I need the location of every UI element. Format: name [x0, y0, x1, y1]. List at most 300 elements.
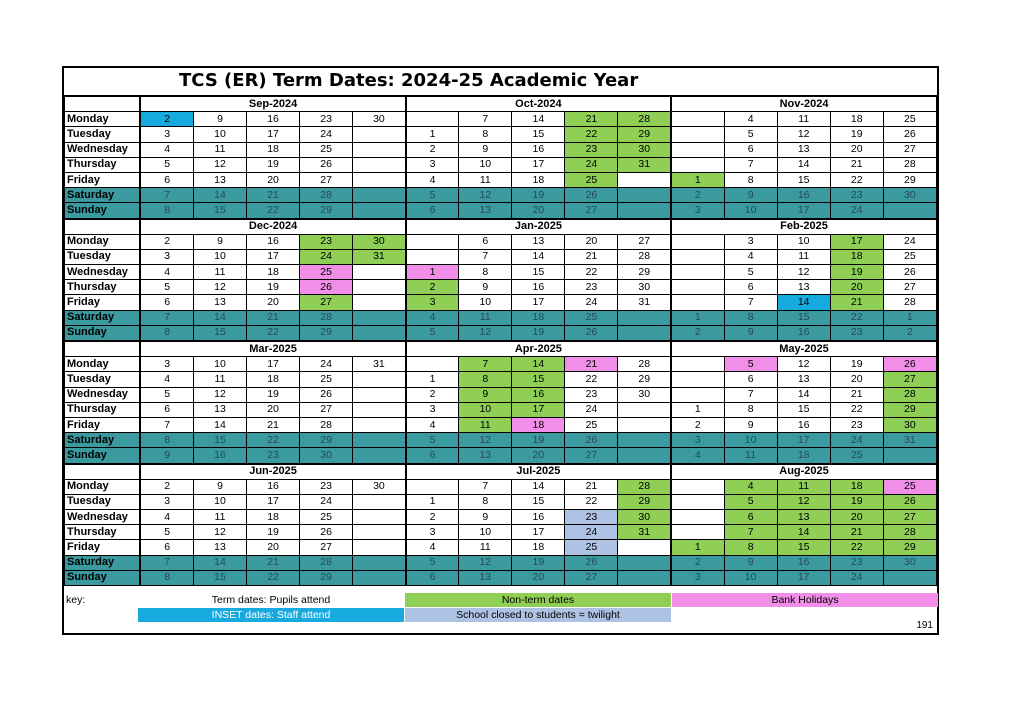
date-cell: 26	[883, 265, 936, 280]
date-cell: 8	[459, 372, 512, 387]
header-corner	[65, 341, 141, 357]
date-cell: 19	[247, 157, 300, 172]
date-cell: 28	[618, 479, 671, 494]
date-cell: 13	[193, 540, 246, 555]
legend	[64, 593, 937, 621]
date-cell: 13	[193, 402, 246, 417]
date-cell: 12	[777, 265, 830, 280]
date-cell: 18	[247, 510, 300, 525]
month-header: Mar-2025	[140, 341, 405, 357]
date-cell: 28	[300, 417, 353, 432]
date-cell: 8	[459, 494, 512, 509]
date-cell	[671, 479, 724, 494]
date-cell: 4	[724, 112, 777, 127]
date-cell: 19	[512, 555, 565, 570]
date-cell: 8	[140, 570, 193, 585]
date-cell: 25	[883, 479, 936, 494]
date-cell: 3	[406, 402, 459, 417]
date-cell: 6	[140, 540, 193, 555]
date-cell	[353, 570, 406, 585]
date-cell: 22	[830, 540, 883, 555]
day-label: Monday	[65, 479, 141, 494]
date-cell: 21	[565, 112, 618, 127]
date-cell: 23	[300, 234, 353, 249]
date-cell	[353, 188, 406, 203]
date-cell: 21	[830, 387, 883, 402]
date-cell: 22	[565, 265, 618, 280]
date-cell: 17	[247, 249, 300, 264]
date-cell: 24	[300, 494, 353, 509]
date-cell	[353, 417, 406, 432]
date-cell: 15	[193, 325, 246, 341]
date-cell: 8	[724, 310, 777, 325]
legend-term-dates: Term dates: Pupils attend	[211, 594, 331, 606]
month-header: Feb-2025	[671, 219, 936, 235]
date-cell	[618, 203, 671, 219]
date-cell: 29	[300, 203, 353, 219]
date-cell: 15	[193, 570, 246, 585]
date-cell: 9	[724, 555, 777, 570]
month-header: Apr-2025	[406, 341, 671, 357]
day-label: Monday	[65, 234, 141, 249]
day-label: Monday	[65, 357, 141, 372]
date-cell: 6	[724, 142, 777, 157]
date-cell: 9	[459, 387, 512, 402]
month-header: May-2025	[671, 341, 936, 357]
date-cell: 5	[140, 387, 193, 402]
date-cell: 24	[565, 525, 618, 540]
date-cell: 30	[883, 188, 936, 203]
date-cell: 14	[193, 555, 246, 570]
date-cell	[671, 387, 724, 402]
date-cell: 11	[459, 310, 512, 325]
date-cell: 26	[565, 188, 618, 203]
day-label: Wednesday	[65, 387, 141, 402]
date-cell: 17	[512, 295, 565, 310]
day-label: Tuesday	[65, 372, 141, 387]
date-cell: 1	[671, 310, 724, 325]
date-cell	[618, 433, 671, 448]
date-cell	[671, 265, 724, 280]
date-cell: 2	[671, 188, 724, 203]
day-label: Sunday	[65, 325, 141, 341]
date-cell: 3	[406, 525, 459, 540]
date-cell: 27	[883, 372, 936, 387]
date-cell: 10	[193, 357, 246, 372]
date-cell	[671, 525, 724, 540]
date-cell: 22	[830, 402, 883, 417]
date-cell: 22	[830, 310, 883, 325]
date-cell: 3	[406, 157, 459, 172]
date-cell: 1	[671, 172, 724, 187]
date-cell: 18	[247, 142, 300, 157]
date-cell: 3	[140, 357, 193, 372]
date-cell: 25	[300, 510, 353, 525]
date-cell: 28	[883, 295, 936, 310]
date-cell: 19	[830, 127, 883, 142]
date-cell: 3	[671, 433, 724, 448]
date-cell	[671, 510, 724, 525]
date-cell	[353, 555, 406, 570]
term-calendar-table	[64, 95, 937, 586]
date-cell: 29	[300, 325, 353, 341]
day-label: Thursday	[65, 280, 141, 295]
date-cell: 20	[247, 172, 300, 187]
page-number: 191	[916, 620, 933, 631]
date-cell: 17	[512, 402, 565, 417]
date-cell: 27	[618, 234, 671, 249]
day-label: Wednesday	[65, 265, 141, 280]
date-cell: 1	[406, 127, 459, 142]
date-cell: 3	[724, 234, 777, 249]
date-cell: 4	[724, 479, 777, 494]
day-label: Tuesday	[65, 127, 141, 142]
date-cell	[406, 479, 459, 494]
date-cell: 29	[618, 265, 671, 280]
date-cell: 16	[247, 479, 300, 494]
date-cell: 9	[459, 510, 512, 525]
date-cell: 7	[140, 555, 193, 570]
date-cell: 29	[883, 540, 936, 555]
date-cell	[353, 325, 406, 341]
date-cell: 3	[671, 203, 724, 219]
date-cell	[353, 525, 406, 540]
date-cell: 9	[193, 234, 246, 249]
date-cell	[353, 540, 406, 555]
date-cell: 11	[459, 417, 512, 432]
date-cell: 7	[459, 249, 512, 264]
date-cell: 16	[193, 448, 246, 464]
day-label: Sunday	[65, 203, 141, 219]
date-cell: 25	[565, 310, 618, 325]
date-cell: 31	[353, 357, 406, 372]
date-cell: 22	[247, 433, 300, 448]
date-cell: 19	[247, 525, 300, 540]
date-cell: 20	[247, 540, 300, 555]
date-cell: 12	[193, 280, 246, 295]
date-cell: 30	[618, 280, 671, 295]
date-cell: 17	[247, 357, 300, 372]
date-cell: 2	[406, 280, 459, 295]
date-cell: 10	[724, 570, 777, 585]
date-cell	[671, 249, 724, 264]
legend-non-term: Non-term dates	[405, 593, 671, 607]
date-cell: 24	[830, 203, 883, 219]
date-cell: 10	[193, 127, 246, 142]
date-cell: 17	[247, 494, 300, 509]
date-cell	[618, 310, 671, 325]
date-cell: 10	[777, 234, 830, 249]
date-cell: 9	[724, 188, 777, 203]
date-cell: 14	[512, 112, 565, 127]
date-cell: 5	[140, 280, 193, 295]
date-cell: 20	[830, 142, 883, 157]
date-cell: 12	[459, 433, 512, 448]
day-label: Tuesday	[65, 494, 141, 509]
date-cell: 27	[883, 142, 936, 157]
date-cell: 26	[565, 325, 618, 341]
page-title: TCS (ER) Term Dates: 2024-25 Academic Year	[179, 70, 639, 91]
date-cell: 2	[406, 510, 459, 525]
date-cell: 5	[140, 525, 193, 540]
date-cell: 18	[777, 448, 830, 464]
day-label: Thursday	[65, 402, 141, 417]
date-cell: 4	[671, 448, 724, 464]
date-cell: 19	[247, 387, 300, 402]
date-cell: 27	[300, 540, 353, 555]
date-cell	[618, 402, 671, 417]
date-cell: 14	[777, 387, 830, 402]
date-cell: 22	[247, 325, 300, 341]
day-label: Friday	[65, 417, 141, 432]
date-cell: 26	[300, 157, 353, 172]
date-cell: 24	[565, 295, 618, 310]
date-cell: 12	[193, 387, 246, 402]
date-cell: 22	[565, 494, 618, 509]
date-cell: 28	[618, 357, 671, 372]
date-cell: 20	[565, 234, 618, 249]
date-cell: 14	[512, 357, 565, 372]
date-cell: 6	[406, 570, 459, 585]
date-cell: 9	[724, 325, 777, 341]
date-cell: 28	[883, 387, 936, 402]
month-header: Sep-2024	[140, 96, 405, 112]
date-cell	[353, 265, 406, 280]
date-cell: 31	[883, 433, 936, 448]
date-cell: 15	[512, 372, 565, 387]
date-cell: 11	[777, 249, 830, 264]
date-cell: 14	[193, 188, 246, 203]
date-cell: 16	[247, 112, 300, 127]
date-cell: 29	[618, 494, 671, 509]
day-label: Thursday	[65, 157, 141, 172]
date-cell: 19	[830, 357, 883, 372]
date-cell: 19	[247, 280, 300, 295]
date-cell: 24	[300, 127, 353, 142]
date-cell: 13	[777, 142, 830, 157]
date-cell: 2	[671, 417, 724, 432]
date-cell: 15	[777, 402, 830, 417]
date-cell: 4	[406, 540, 459, 555]
date-cell: 31	[618, 157, 671, 172]
date-cell: 7	[724, 295, 777, 310]
date-cell: 5	[406, 188, 459, 203]
date-cell: 26	[300, 525, 353, 540]
day-label: Sunday	[65, 570, 141, 585]
date-cell: 26	[300, 280, 353, 295]
date-cell: 7	[140, 417, 193, 432]
date-cell: 29	[883, 402, 936, 417]
date-cell: 6	[724, 510, 777, 525]
date-cell: 24	[565, 402, 618, 417]
date-cell: 13	[193, 295, 246, 310]
day-label: Wednesday	[65, 142, 141, 157]
date-cell: 23	[565, 387, 618, 402]
date-cell	[353, 372, 406, 387]
date-cell	[353, 203, 406, 219]
date-cell: 10	[459, 157, 512, 172]
date-cell: 23	[247, 448, 300, 464]
date-cell	[671, 112, 724, 127]
day-label: Thursday	[65, 525, 141, 540]
date-cell	[883, 448, 936, 464]
date-cell: 24	[830, 570, 883, 585]
date-cell: 18	[830, 249, 883, 264]
date-cell: 2	[406, 387, 459, 402]
date-cell: 8	[724, 402, 777, 417]
date-cell: 7	[724, 157, 777, 172]
date-cell: 27	[300, 295, 353, 310]
date-cell: 23	[830, 188, 883, 203]
date-cell	[353, 433, 406, 448]
date-cell: 11	[193, 372, 246, 387]
date-cell: 9	[459, 280, 512, 295]
date-cell: 18	[512, 172, 565, 187]
date-cell: 16	[512, 387, 565, 402]
date-cell: 5	[724, 357, 777, 372]
date-cell	[671, 234, 724, 249]
date-cell: 9	[459, 142, 512, 157]
date-cell: 8	[724, 172, 777, 187]
date-cell: 25	[883, 249, 936, 264]
date-cell: 21	[247, 417, 300, 432]
date-cell: 17	[777, 203, 830, 219]
legend-bank-holidays: Bank Holidays	[672, 593, 938, 607]
date-cell: 8	[140, 325, 193, 341]
date-cell: 6	[140, 402, 193, 417]
date-cell: 23	[565, 510, 618, 525]
date-cell: 22	[565, 127, 618, 142]
date-cell: 27	[565, 570, 618, 585]
legend-inset: INSET dates: Staff attend	[138, 608, 404, 622]
date-cell: 18	[830, 112, 883, 127]
date-cell: 11	[193, 510, 246, 525]
date-cell: 9	[193, 479, 246, 494]
date-cell: 4	[724, 249, 777, 264]
date-cell: 10	[193, 249, 246, 264]
date-cell: 23	[565, 142, 618, 157]
date-cell: 16	[777, 188, 830, 203]
date-cell: 18	[512, 417, 565, 432]
date-cell: 13	[459, 570, 512, 585]
date-cell: 20	[247, 295, 300, 310]
date-cell	[618, 325, 671, 341]
date-cell: 3	[140, 494, 193, 509]
date-cell: 14	[193, 417, 246, 432]
date-cell	[671, 280, 724, 295]
date-cell: 30	[618, 142, 671, 157]
date-cell	[353, 494, 406, 509]
date-cell: 5	[140, 157, 193, 172]
date-cell: 22	[247, 570, 300, 585]
date-cell	[353, 127, 406, 142]
date-cell: 11	[193, 265, 246, 280]
date-cell: 10	[724, 203, 777, 219]
date-cell: 24	[300, 357, 353, 372]
date-cell: 21	[830, 525, 883, 540]
date-cell	[883, 203, 936, 219]
month-header: Jan-2025	[406, 219, 671, 235]
date-cell: 28	[300, 310, 353, 325]
date-cell: 30	[883, 555, 936, 570]
date-cell: 3	[140, 249, 193, 264]
date-cell: 6	[140, 295, 193, 310]
date-cell: 28	[300, 188, 353, 203]
date-cell	[353, 387, 406, 402]
date-cell: 21	[830, 295, 883, 310]
date-cell: 21	[247, 555, 300, 570]
date-cell: 26	[883, 494, 936, 509]
date-cell: 18	[512, 540, 565, 555]
date-cell: 6	[724, 280, 777, 295]
date-cell: 25	[830, 448, 883, 464]
date-cell	[671, 494, 724, 509]
day-label: Wednesday	[65, 510, 141, 525]
date-cell: 25	[565, 172, 618, 187]
date-cell: 15	[512, 127, 565, 142]
date-cell: 8	[459, 127, 512, 142]
date-cell: 29	[883, 172, 936, 187]
date-cell	[406, 234, 459, 249]
date-cell: 30	[353, 479, 406, 494]
date-cell: 12	[193, 157, 246, 172]
date-cell: 4	[140, 142, 193, 157]
calendar-frame	[62, 66, 939, 635]
date-cell: 3	[406, 295, 459, 310]
date-cell: 25	[300, 372, 353, 387]
date-cell: 29	[618, 127, 671, 142]
date-cell: 28	[883, 525, 936, 540]
month-header: Jun-2025	[140, 464, 405, 480]
date-cell: 5	[724, 127, 777, 142]
date-cell: 16	[512, 142, 565, 157]
date-cell: 15	[777, 310, 830, 325]
date-cell: 16	[777, 417, 830, 432]
date-cell: 25	[565, 417, 618, 432]
date-cell: 11	[459, 540, 512, 555]
date-cell: 2	[140, 234, 193, 249]
date-cell: 2	[140, 479, 193, 494]
day-label: Friday	[65, 172, 141, 187]
date-cell: 11	[777, 479, 830, 494]
date-cell: 12	[459, 188, 512, 203]
date-cell: 24	[883, 234, 936, 249]
date-cell: 30	[353, 112, 406, 127]
date-cell: 3	[140, 127, 193, 142]
date-cell: 9	[724, 417, 777, 432]
date-cell: 5	[406, 325, 459, 341]
date-cell: 7	[140, 188, 193, 203]
date-cell: 19	[512, 188, 565, 203]
month-header: Aug-2025	[671, 464, 936, 480]
date-cell: 4	[406, 310, 459, 325]
date-cell: 27	[565, 203, 618, 219]
date-cell	[353, 142, 406, 157]
date-cell: 7	[724, 387, 777, 402]
date-cell: 6	[406, 203, 459, 219]
date-cell: 20	[512, 570, 565, 585]
date-cell: 8	[459, 265, 512, 280]
month-header: Dec-2024	[140, 219, 405, 235]
date-cell: 20	[830, 510, 883, 525]
date-cell: 20	[830, 280, 883, 295]
date-cell: 21	[830, 157, 883, 172]
date-cell: 8	[724, 540, 777, 555]
date-cell: 15	[777, 540, 830, 555]
date-cell: 28	[618, 112, 671, 127]
date-cell: 17	[247, 127, 300, 142]
date-cell: 15	[512, 494, 565, 509]
